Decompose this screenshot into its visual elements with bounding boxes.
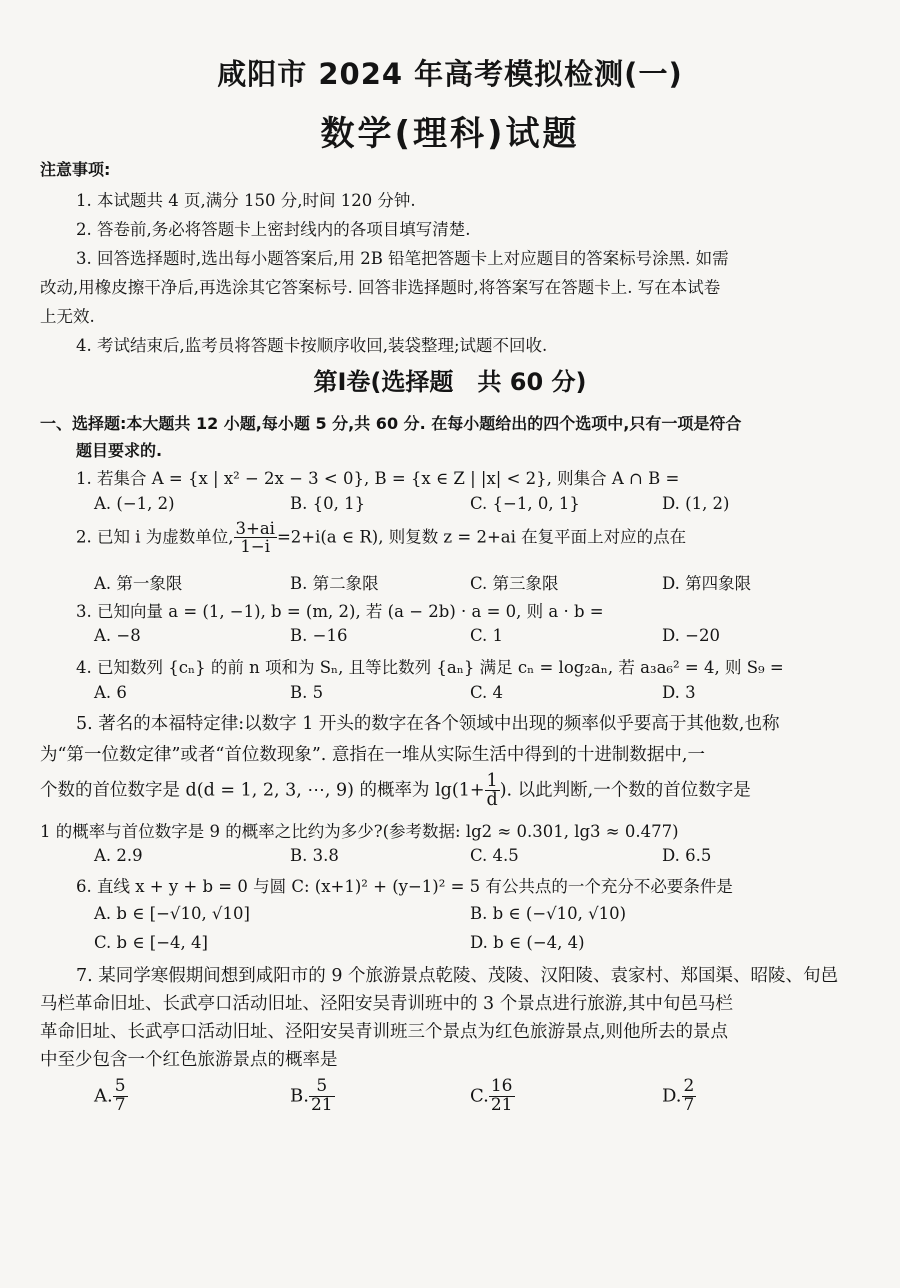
section-intro: 一、选择题:本大题共 12 小题,每小题 5 分,共 60 分. 在每小题给出的四个选项中,只有一项是符合 [40, 414, 742, 433]
q2-stem-post: =2+i(a ∈ R), 则复数 z = 2+ai 在复平面上对应的点在 [276, 527, 687, 547]
q6-option-d: D. b ∈ (−4, 4) [470, 933, 585, 952]
exam-title: 咸阳市 2024 年高考模拟检测(一) [217, 57, 683, 91]
section-title: 第Ⅰ卷(选择题 共 60 分) [313, 368, 587, 396]
fraction-numerator: 2 [683, 1076, 695, 1096]
option-letter: C. [470, 1085, 489, 1107]
option-letter: B. [290, 1085, 309, 1107]
q6-option-b: B. b ∈ (−√10, √10) [470, 904, 627, 923]
fraction-denominator: 7 [683, 1094, 695, 1115]
fraction-numerator: 16 [490, 1076, 513, 1096]
fraction-numerator: 5 [114, 1076, 126, 1096]
q2-fraction-denominator: 1−i [240, 537, 271, 557]
fraction-denominator: 7 [114, 1094, 126, 1115]
q7-option-c [470, 1078, 515, 1115]
question-1-stem: 1. 若集合 A = {x | x² − 2x − 3 < 0}, B = {x ∈ Z | |x| < 2}, 则集合 A ∩ B = [76, 469, 680, 488]
notice-item: 改动,用橡皮擦干净后,再选涂其它答案标号. 回答非选择题时,将答案写在答题卡上. 写在本试卷 [40, 278, 721, 297]
q5-option-b: B. 3.8 [290, 846, 339, 865]
q7-option-a [94, 1078, 128, 1115]
notice-item: 1. 本试题共 4 页,满分 150 分,时间 120 分钟. [76, 191, 416, 210]
q5-fraction-numerator: 1 [485, 772, 500, 791]
q1-option-d: D. (1, 2) [662, 494, 730, 513]
fraction-denominator: 21 [490, 1094, 513, 1115]
option-fraction [113, 1078, 128, 1115]
q5-line3-pre: 个数的首位数字是 d(d = 1, 2, 3, ⋯, 9) 的概率为 lg(1+ [40, 780, 485, 801]
question-3-stem: 3. 已知向量 a = (1, −1), b = (m, 2), 若 (a − 2b) · a = 0, 则 a · b = [76, 602, 604, 621]
q2-fraction-numerator: 3+ai [235, 519, 275, 538]
q4-option-a: A. 6 [94, 683, 127, 702]
q5-fraction-denominator: d [486, 790, 498, 811]
question-5-line: 5. 著名的本福特定律:以数字 1 开头的数字在各个领域中出现的频率似乎要高于其他数,也称 [76, 714, 780, 734]
q6-option-a: A. b ∈ [−√10, √10] [94, 904, 250, 923]
q5-option-a: A. 2.9 [94, 846, 143, 865]
q4-option-d: D. 3 [662, 683, 696, 702]
q2-stem-pre: 2. 已知 i 为虚数单位, [76, 527, 234, 547]
notice-item: 4. 考试结束后,监考员将答题卡按顺序收回,装袋整理;试题不回收. [76, 336, 548, 355]
question-5-line: 1 的概率与首位数字是 9 的概率之比约为多少?(参考数据: lg2 ≈ 0.301, lg3 ≈ 0.477) [40, 822, 679, 841]
notice-item: 3. 回答选择题时,选出每小题答案后,用 2B 铅笔把答题卡上对应题目的答案标号涂黑. 如需 [76, 249, 729, 268]
question-7-line: 马栏革命旧址、长武亭口活动旧址、泾阳安吴青训班中的 3 个景点进行旅游,其中旬邑马栏 [40, 994, 733, 1014]
q2-option-c: C. 第三象限 [470, 574, 559, 593]
q5-fraction [485, 772, 500, 810]
q2-option-a: A. 第一象限 [94, 574, 183, 593]
question-2-stem [76, 520, 686, 556]
q3-option-c: C. 1 [470, 626, 504, 645]
q1-option-a: A. (−1, 2) [94, 494, 175, 513]
q3-option-b: B. −16 [290, 626, 348, 645]
q1-option-b: B. {0, 1} [290, 494, 366, 513]
q7-option-d [662, 1078, 696, 1115]
question-5-line [40, 772, 751, 810]
option-fraction [489, 1078, 515, 1115]
notice-heading: 注意事项: [40, 160, 111, 179]
q6-option-c: C. b ∈ [−4, 4] [94, 933, 208, 952]
option-letter: D. [662, 1085, 682, 1107]
q2-fraction [234, 520, 277, 556]
question-6-stem: 6. 直线 x + y + b = 0 与圆 C: (x+1)² + (y−1)² = 5 有公共点的一个充分不必要条件是 [76, 877, 733, 896]
option-fraction [309, 1078, 335, 1115]
notice-item: 2. 答卷前,务必将答题卡上密封线内的各项目填写清楚. [76, 220, 471, 239]
question-4-stem: 4. 已知数列 {cₙ} 的前 n 项和为 Sₙ, 且等比数列 {aₙ} 满足 cₙ = log₂aₙ, 若 a₃a₆² = 4, 则 S₉ = [76, 658, 784, 677]
option-fraction [682, 1078, 697, 1115]
q3-option-d: D. −20 [662, 626, 720, 645]
section-intro: 题目要求的. [76, 441, 163, 460]
option-letter: A. [94, 1085, 113, 1107]
fraction-numerator: 5 [309, 1078, 335, 1097]
q4-option-b: B. 5 [290, 683, 324, 702]
q7-option-b [290, 1078, 335, 1115]
question-7-line: 7. 某同学寒假期间想到咸阳市的 9 个旅游景点乾陵、茂陵、汉阳陵、袁家村、郑国渠、昭陵、旬邑 [76, 966, 839, 986]
question-5-line: 为“第一位数定律”或者“首位数现象”. 意指在一堆从实际生活中得到的十进制数据中,一 [40, 745, 705, 765]
question-7-line: 革命旧址、长武亭口活动旧址、泾阳安吴青训班三个景点为红色旅游景点,则他所去的景点 [40, 1022, 729, 1042]
q2-option-d: D. 第四象限 [662, 574, 752, 593]
q5-option-d: D. 6.5 [662, 846, 712, 865]
fraction-denominator: 21 [310, 1094, 333, 1115]
q3-option-a: A. −8 [94, 626, 141, 645]
question-7-line: 中至少包含一个红色旅游景点的概率是 [40, 1050, 338, 1070]
q1-option-c: C. {−1, 0, 1} [470, 494, 580, 513]
q4-option-c: C. 4 [470, 683, 504, 702]
q5-option-c: C. 4.5 [470, 846, 519, 865]
q2-option-b: B. 第二象限 [290, 574, 379, 593]
notice-item: 上无效. [40, 307, 95, 326]
q5-line3-post: ). 以此判断,一个数的首位数字是 [499, 780, 751, 801]
exam-subtitle: 数学(理科)试题 [320, 114, 580, 154]
